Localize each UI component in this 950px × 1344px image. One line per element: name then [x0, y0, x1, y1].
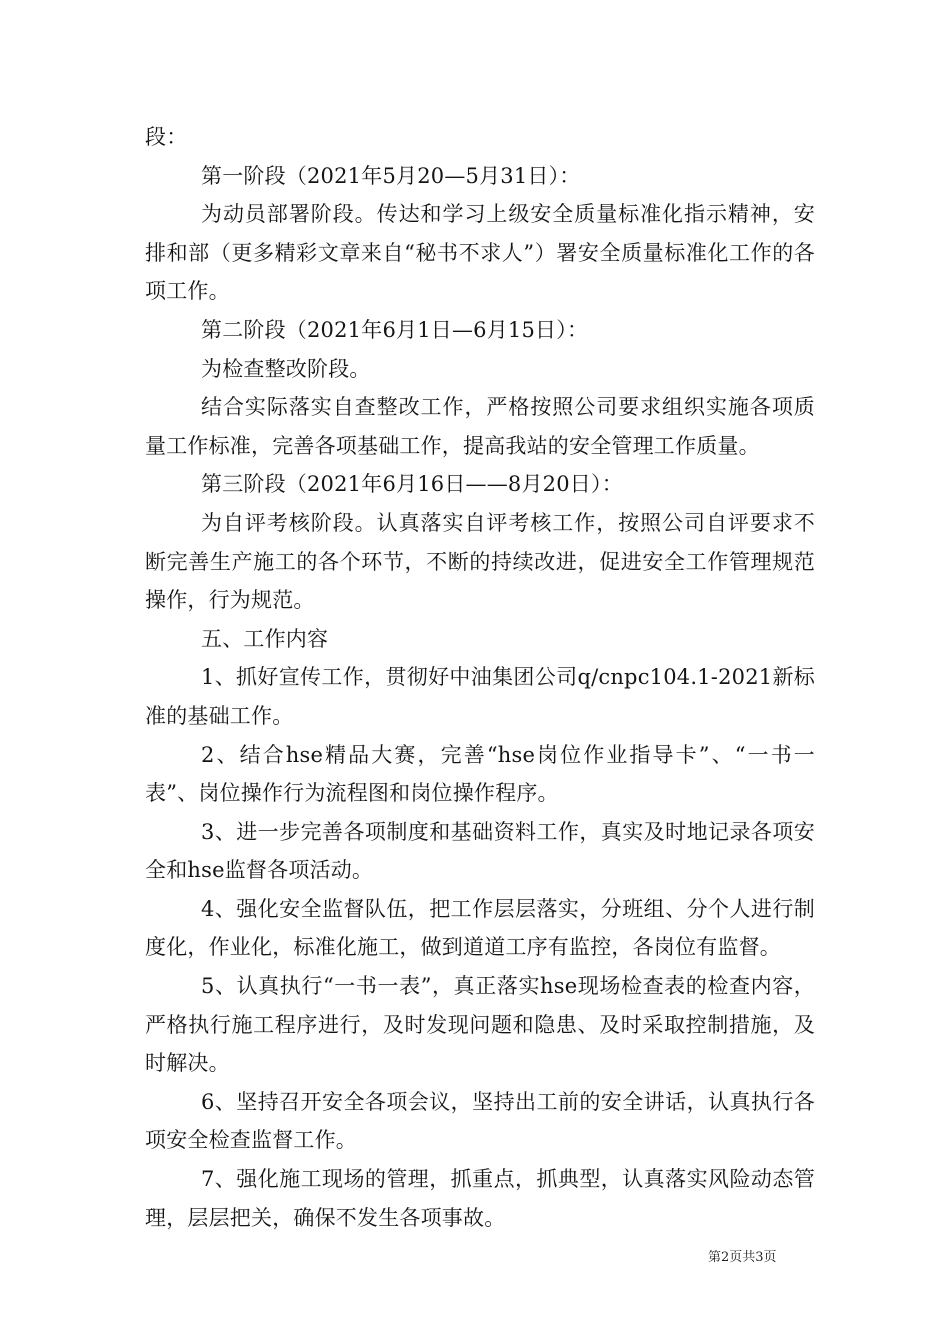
list-item: 2、结合hse精品大赛，完善“hse岗位作业指导卡”、“一书一表”、岗位操作行为流程图和岗位操作程序。	[145, 742, 815, 806]
list-item: 7、强化施工现场的管理，抓重点，抓典型，认真落实风险动态管理，层层把关，确保不发生各项事故。	[145, 1167, 815, 1230]
list-item: 3、进一步完善各项制度和基础资料工作，真实及时地记录各项安全和hse监督各项活动。	[145, 819, 815, 883]
paragraph: 为动员部署阶段。传达和学习上级安全质量标准化指示精神，安排和部（更多精彩文章来自“秘书不求人”）署安全质量标准化工作的各项工作。	[145, 202, 815, 304]
list-item: 1、抓好宣传工作，贯彻好中油集团公司q/cnpc104.1-2021新标准的基础工作。	[145, 665, 815, 728]
paragraph: 结合实际落实自查整改工作，严格按照公司要求组织实施各项质量工作标准，完善各项基础工作，提高我站的安全管理工作质量。	[145, 395, 815, 458]
page-number: 第2页共3页	[708, 1250, 777, 1265]
paragraph: 第一阶段（2021年5月20—5月31日）：	[201, 163, 581, 188]
list-item: 6、坚持召开安全各项会议，坚持出工前的安全讲话，认真执行各项安全检查监督工作。	[145, 1089, 815, 1153]
list-item: 4、强化安全监督队伍，把工作层层落实，分班组、分个人进行制度化，作业化，标准化施工，做到道道工序有监控，各岗位有监督。	[145, 896, 815, 960]
paragraph: 第三阶段（2021年6月16日——8月20日）：	[201, 472, 623, 497]
document-body	[145, 118, 815, 1237]
paragraph: 段：	[145, 125, 188, 149]
section-heading: 五、工作内容	[201, 626, 329, 651]
paragraph: 第二阶段（2021年6月1日—6月15日）：	[201, 317, 589, 342]
paragraph: 为检查整改阶段。	[201, 356, 371, 381]
paragraph: 为自评考核阶段。认真落实自评考核工作，按照公司自评要求不断完善生产施工的各个环节，不断的持续改进，促进安全工作管理规范操作，行为规范。	[145, 510, 815, 613]
list-item: 5、认真执行“一书一表”，真正落实hse现场检查表的检查内容，严格执行施工程序进行，及时发现问题和隐患、及时采取控制措施，及时解决。	[145, 974, 815, 1076]
